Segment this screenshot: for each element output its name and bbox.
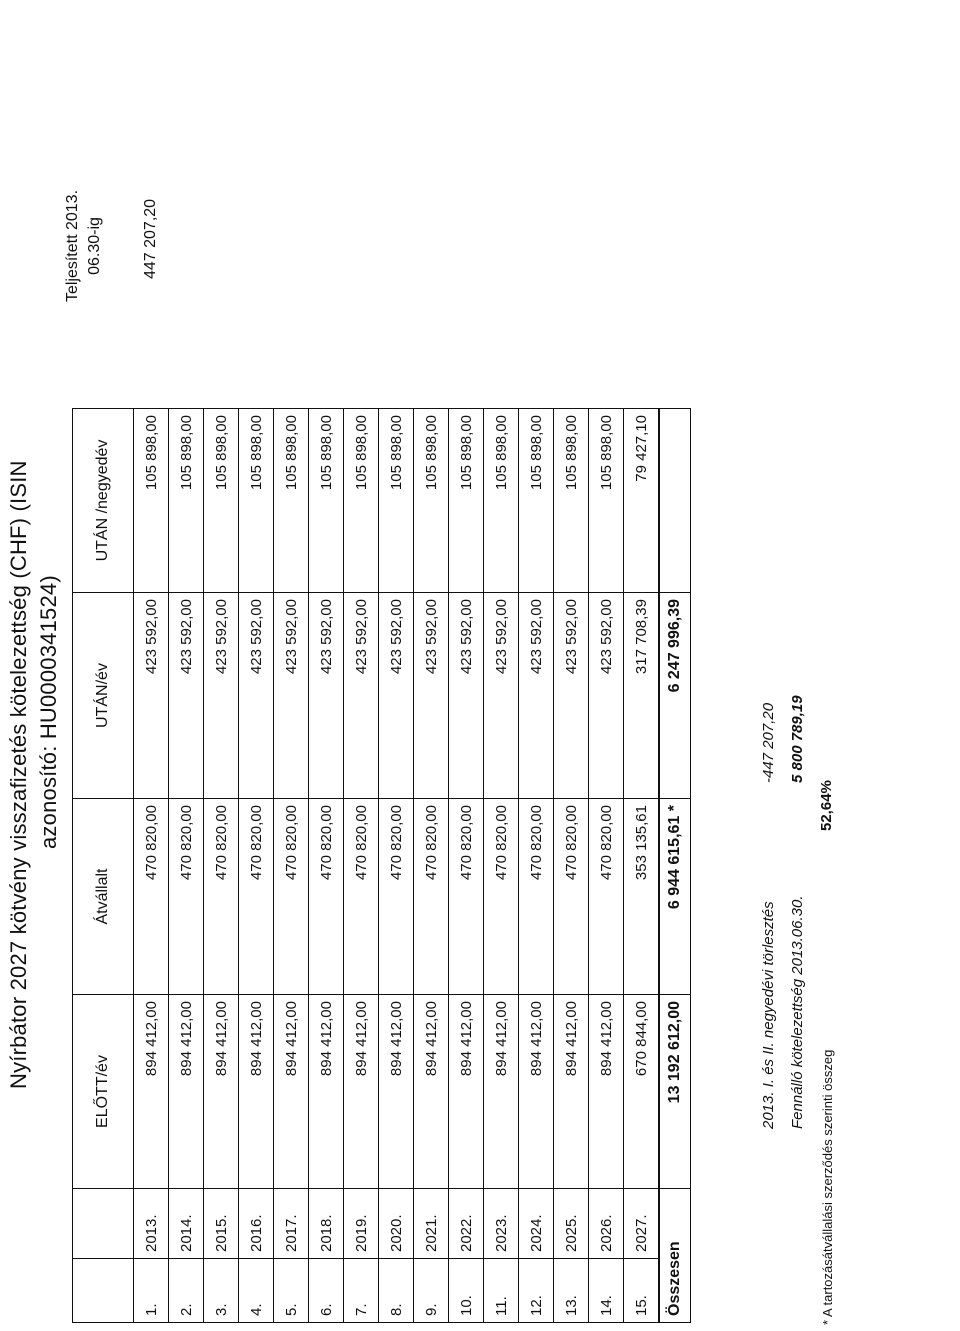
cell-atvallalt: 353 135,61 [624,799,660,995]
cell-elott: 894 412,00 [379,995,414,1189]
cell-utan-negyedev: 105 898,00 [484,409,519,593]
cell-utan-ev: 423 592,00 [589,593,624,799]
cell-elott: 894 412,00 [519,995,554,1189]
cell-atvallalt: 470 820,00 [449,799,484,995]
cell-year: 2013. [134,1189,169,1259]
cell-elott: 894 412,00 [239,995,274,1189]
table-row [414,409,449,1323]
cell-atvallalt: 470 820,00 [484,799,519,995]
cell-year: 2022. [449,1189,484,1259]
table-row [554,409,589,1323]
cell-index: 10. [449,1259,484,1323]
cell-atvallalt: 470 820,00 [239,799,274,995]
table-row [309,409,344,1323]
cell-year: 2014. [169,1189,204,1259]
cell-index: 6. [309,1259,344,1323]
cell-utan-negyedev: 105 898,00 [204,409,239,593]
cell-year: 2015. [204,1189,239,1259]
cell-elott: 894 412,00 [589,995,624,1189]
total-utan-negyedev [659,409,691,593]
cell-year: 2016. [239,1189,274,1259]
cell-utan-negyedev: 79 427,10 [624,409,660,593]
side-note-value: 447 207,20 [142,198,159,279]
cell-utan-ev: 423 592,00 [414,593,449,799]
cell-utan-negyedev: 105 898,00 [554,409,589,593]
cell-index: 15. [624,1259,660,1323]
cell-elott: 894 412,00 [274,995,309,1189]
cell-atvallalt: 470 820,00 [309,799,344,995]
table-row [449,409,484,1323]
cell-index: 9. [414,1259,449,1323]
cell-atvallalt: 470 820,00 [134,799,169,995]
cell-index: 14. [589,1259,624,1323]
table-row [134,409,169,1323]
cell-year: 2017. [274,1189,309,1259]
cell-year: 2023. [484,1189,519,1259]
table-total-row [659,409,691,1323]
cell-elott: 894 412,00 [344,995,379,1189]
cell-elott: 894 412,00 [309,995,344,1189]
cell-utan-negyedev: 105 898,00 [134,409,169,593]
cell-year: 2019. [344,1189,379,1259]
table-row [484,409,519,1323]
cell-index: 11. [484,1259,519,1323]
cell-year: 2020. [379,1189,414,1259]
table-row [519,409,554,1323]
cell-utan-ev: 423 592,00 [134,593,169,799]
cell-year: 2018. [309,1189,344,1259]
cell-atvallalt: 470 820,00 [169,799,204,995]
footnote: * A tartozásátvállalási szerződés szerinti összeg [820,1049,835,1325]
cell-index: 1. [134,1259,169,1323]
cell-utan-ev: 423 592,00 [239,593,274,799]
note-repayment-value: -447 207,20 [760,702,777,783]
cell-atvallalt: 470 820,00 [589,799,624,995]
cell-utan-negyedev: 105 898,00 [379,409,414,593]
cell-elott: 894 412,00 [414,995,449,1189]
cell-utan-ev: 423 592,00 [344,593,379,799]
cell-utan-negyedev: 105 898,00 [414,409,449,593]
total-label: Összesen [659,1189,691,1323]
table-row [274,409,309,1323]
cell-utan-ev: 423 592,00 [484,593,519,799]
cell-elott: 894 412,00 [449,995,484,1189]
cell-atvallalt: 470 820,00 [554,799,589,995]
cell-utan-negyedev: 105 898,00 [239,409,274,593]
side-note-line-1: Teljesített 2013. [64,189,81,303]
cell-atvallalt: 470 820,00 [414,799,449,995]
cell-year: 2026. [589,1189,624,1259]
side-note-line-2: 06.30-ig [86,217,103,275]
repayment-table [72,408,691,1323]
cell-elott: 894 412,00 [134,995,169,1189]
cell-utan-ev: 317 708,39 [624,593,660,799]
cell-year: 2024. [519,1189,554,1259]
cell-utan-ev: 423 592,00 [519,593,554,799]
cell-utan-ev: 423 592,00 [379,593,414,799]
note-outstanding-value: 5 800 789,19 [789,695,806,783]
cell-atvallalt: 470 820,00 [379,799,414,995]
document-title-line-1: Nyírbátor 2027 kötvény visszafizetés kötelezettség (CHF) (ISIN [6,460,31,1089]
cell-atvallalt: 470 820,00 [519,799,554,995]
cell-atvallalt: 470 820,00 [274,799,309,995]
header-elott: ELŐTT/év [73,995,134,1189]
cell-elott: 894 412,00 [554,995,589,1189]
total-elott: 13 192 612,00 [659,995,691,1189]
cell-index: 8. [379,1259,414,1323]
header-index [73,1259,134,1323]
side-note-paid [62,181,106,311]
cell-atvallalt: 470 820,00 [204,799,239,995]
header-utan-ev: UTÁN/év [73,593,134,799]
cell-utan-ev: 423 592,00 [309,593,344,799]
table-row [239,409,274,1323]
table-header-row [73,409,134,1323]
cell-utan-ev: 423 592,00 [449,593,484,799]
cell-utan-ev: 423 592,00 [554,593,589,799]
note-outstanding-label: Fennálló kötelezettség 2013.06.30. [789,895,806,1129]
table-row [169,409,204,1323]
cell-utan-negyedev: 105 898,00 [449,409,484,593]
cell-year: 2025. [554,1189,589,1259]
cell-index: 2. [169,1259,204,1323]
cell-utan-ev: 423 592,00 [274,593,309,799]
table-row [344,409,379,1323]
total-utan-ev: 6 247 996,39 [659,593,691,799]
cell-index: 7. [344,1259,379,1323]
cell-utan-ev: 423 592,00 [204,593,239,799]
cell-utan-negyedev: 105 898,00 [589,409,624,593]
header-utan-negyedev: UTÁN /negyedév [73,409,134,593]
cell-index: 4. [239,1259,274,1323]
cell-index: 13. [554,1259,589,1323]
total-atvallalt: 6 944 615,61 * [659,799,691,995]
cell-elott: 670 844,00 [624,995,660,1189]
header-atvallalt: Átvállalt [73,799,134,995]
table-row [204,409,239,1323]
cell-index: 5. [274,1259,309,1323]
cell-elott: 894 412,00 [484,995,519,1189]
cell-elott: 894 412,00 [204,995,239,1189]
document-title-line-2: azonosító: HU0000341524) [36,575,61,849]
cell-utan-ev: 423 592,00 [169,593,204,799]
cell-year: 2021. [414,1189,449,1259]
cell-utan-negyedev: 105 898,00 [519,409,554,593]
note-repayment-label: 2013. I. és II. negyedévi törlesztés [760,901,777,1129]
cell-utan-negyedev: 105 898,00 [344,409,379,593]
cell-index: 12. [519,1259,554,1323]
table-row [624,409,660,1323]
table-row [589,409,624,1323]
assumed-percentage: 52,64% [818,780,835,831]
cell-index: 3. [204,1259,239,1323]
table-body [134,409,660,1323]
cell-elott: 894 412,00 [169,995,204,1189]
cell-atvallalt: 470 820,00 [344,799,379,995]
table-row [379,409,414,1323]
header-year [73,1189,134,1259]
cell-utan-negyedev: 105 898,00 [309,409,344,593]
cell-utan-negyedev: 105 898,00 [169,409,204,593]
cell-year: 2027. [624,1189,660,1259]
cell-utan-negyedev: 105 898,00 [274,409,309,593]
